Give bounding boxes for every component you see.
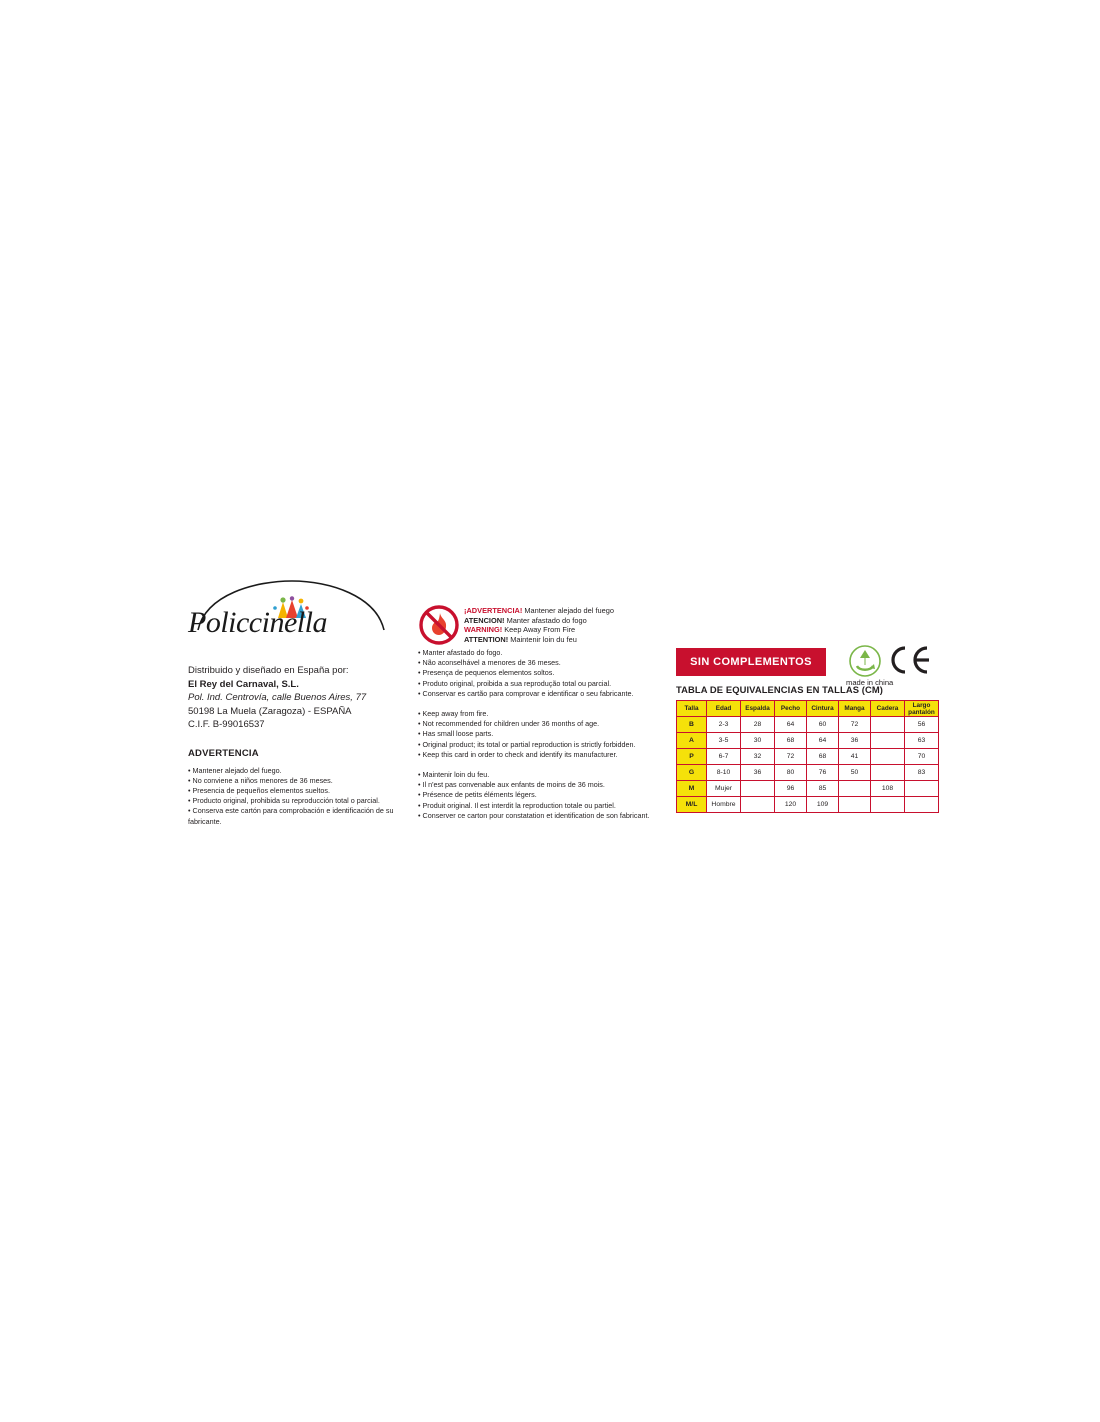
list-item: • Il n'est pas convenable aux enfants de moins de 36 mois. — [418, 780, 605, 790]
list-item: • No conviene a niños menores de 36 meses. — [188, 775, 333, 785]
table-row — [677, 749, 939, 765]
made-in-label: made in china — [846, 678, 894, 687]
cell-pecho: 96 — [775, 781, 807, 797]
list-item: • Keep away from fire. — [418, 709, 489, 719]
cell-cintura: 85 — [807, 781, 839, 797]
list-item: • Présence de petits éléments légers. — [418, 790, 537, 800]
no-fire-icon — [418, 604, 460, 646]
cell-manga: 50 — [839, 765, 871, 781]
cell-cintura: 76 — [807, 765, 839, 781]
list-item: • Não aconselhável a menores de 36 meses. — [418, 658, 561, 668]
cell-cadera — [871, 733, 905, 749]
column-header-pecho: Pecho — [775, 701, 807, 717]
warning-line-en: WARNING! Keep Away From Fire — [464, 625, 576, 635]
cell-talla: G — [677, 765, 707, 781]
cell-edad: 3-5 — [707, 733, 741, 749]
cell-cadera: 108 — [871, 781, 905, 797]
column-header-cintura: Cintura — [807, 701, 839, 717]
cell-largo: 63 — [905, 733, 939, 749]
table-header-row — [677, 701, 939, 717]
brand-logo — [188, 580, 398, 652]
list-item: • Not recommended for children under 36 months of age. — [418, 719, 600, 729]
cell-cintura: 68 — [807, 749, 839, 765]
cell-pecho: 64 — [775, 717, 807, 733]
cell-espalda — [741, 781, 775, 797]
table-row — [677, 797, 939, 813]
list-item: • Conserva este cartón para comprobación e identificación de su fabricante. — [188, 806, 394, 826]
middle-column — [418, 604, 668, 831]
column-header-largo-pantalon: Largo pantalón — [905, 701, 939, 717]
cell-edad: 6-7 — [707, 749, 741, 765]
cell-talla: A — [677, 733, 707, 749]
company-name: El Rey del Carnaval, S.L. — [188, 678, 299, 690]
cell-cadera — [871, 717, 905, 733]
warning-header — [418, 604, 668, 648]
cell-largo — [905, 797, 939, 813]
advertencia-heading: ADVERTENCIA — [188, 747, 259, 759]
cell-espalda: 32 — [741, 749, 775, 765]
cif-number: C.I.F. B-99016537 — [188, 719, 265, 730]
status-badge: SIN COMPLEMENTOS — [676, 648, 826, 676]
list-item: • Presencia de pequeños elementos sueltos. — [188, 785, 330, 795]
address-line-1: Pol. Ind. Centrovía, calle Buenos Aires, 77 — [188, 692, 367, 703]
bullet-group-fr — [418, 770, 668, 821]
cell-largo: 70 — [905, 749, 939, 765]
cell-edad: Hombre — [707, 797, 741, 813]
cell-cintura: 64 — [807, 733, 839, 749]
cell-espalda: 30 — [741, 733, 775, 749]
cell-manga: 41 — [839, 749, 871, 765]
cell-cadera — [871, 797, 905, 813]
table-row — [677, 781, 939, 797]
cell-talla: P — [677, 749, 707, 765]
address-line-2: 50198 La Muela (Zaragoza) - ESPAÑA — [188, 705, 352, 717]
cell-talla: B — [677, 717, 707, 733]
list-item: • Has small loose parts. — [418, 729, 494, 739]
cell-talla: M/L — [677, 797, 707, 813]
cell-manga — [839, 781, 871, 797]
cell-edad: 2-3 — [707, 717, 741, 733]
ce-mark-icon — [890, 644, 930, 676]
list-item: • Mantener alejado del fuego. — [188, 765, 282, 775]
list-item: • Conservar es cartão para comprovar e identificar o seu fabricante. — [418, 688, 634, 698]
warning-line-pt: ATENCION! Manter afastado do fogo — [464, 615, 587, 625]
column-header-manga: Manga — [839, 701, 871, 717]
distributor-block — [188, 664, 428, 732]
cell-espalda — [741, 797, 775, 813]
cell-espalda: 36 — [741, 765, 775, 781]
list-item: • Original product; its total or partial reproduction is strictly forbidden. — [418, 739, 636, 749]
column-header-cadera: Cadera — [871, 701, 905, 717]
list-item: • Maintenir loin du feu. — [418, 770, 490, 780]
column-header-talla: Talla — [677, 701, 707, 717]
cell-edad: Mujer — [707, 781, 741, 797]
cell-largo: 56 — [905, 717, 939, 733]
warning-headline-block — [464, 606, 614, 644]
cell-talla: M — [677, 781, 707, 797]
list-item: • Conserver ce carton pour constatation et identification de son fabricant. — [418, 810, 650, 820]
cell-cadera — [871, 749, 905, 765]
badge-row — [676, 640, 946, 687]
cell-pecho: 72 — [775, 749, 807, 765]
warning-line-fr: ATTENTION! Maintenir loin du feu — [464, 634, 577, 644]
cell-largo — [905, 781, 939, 797]
column-header-edad: Edad — [707, 701, 741, 717]
list-item: • Producto original, prohibida su reproducción total o parcial. — [188, 796, 380, 806]
cell-manga: 36 — [839, 733, 871, 749]
right-column — [676, 640, 946, 813]
cell-largo: 83 — [905, 765, 939, 781]
table-row — [677, 717, 939, 733]
cell-pecho: 80 — [775, 765, 807, 781]
cell-manga: 72 — [839, 717, 871, 733]
cell-espalda: 28 — [741, 717, 775, 733]
recycle-icon — [848, 644, 882, 678]
bullet-group-en — [418, 709, 668, 760]
size-table-title: TABLA DE EQUIVALENCIAS EN TALLAS (CM) — [676, 684, 883, 695]
cell-manga — [839, 797, 871, 813]
list-item: • Presença de pequenos elementos soltos. — [418, 668, 555, 678]
middle-bullet-lists — [418, 648, 668, 821]
left-bullet-list — [188, 766, 428, 827]
table-row — [677, 733, 939, 749]
cell-pecho: 68 — [775, 733, 807, 749]
list-item: • Keep this card in order to check and identify its manufacturer. — [418, 749, 618, 759]
cell-cintura: 60 — [807, 717, 839, 733]
warning-line-es: ¡ADVERTENCIA! Mantener alejado del fuego — [464, 606, 614, 615]
list-item: • Produto original, proibida a sua reprodução total ou parcial. — [418, 678, 612, 688]
table-row — [677, 765, 939, 781]
list-item: • Manter afastado do fogo. — [418, 648, 503, 657]
cell-cintura: 109 — [807, 797, 839, 813]
list-item: • Produit original. Il est interdit la reproduction totale ou partiel. — [418, 800, 616, 810]
distributed-label: Distribuido y diseñado en España por: — [188, 665, 349, 676]
column-header-espalda: Espalda — [741, 701, 775, 717]
cell-cadera — [871, 765, 905, 781]
bullet-group-pt — [418, 648, 668, 699]
left-column — [188, 580, 428, 827]
cell-pecho: 120 — [775, 797, 807, 813]
size-table — [676, 700, 939, 813]
brand-logo-text: Policcinella — [188, 606, 327, 639]
cell-edad: 8-10 — [707, 765, 741, 781]
